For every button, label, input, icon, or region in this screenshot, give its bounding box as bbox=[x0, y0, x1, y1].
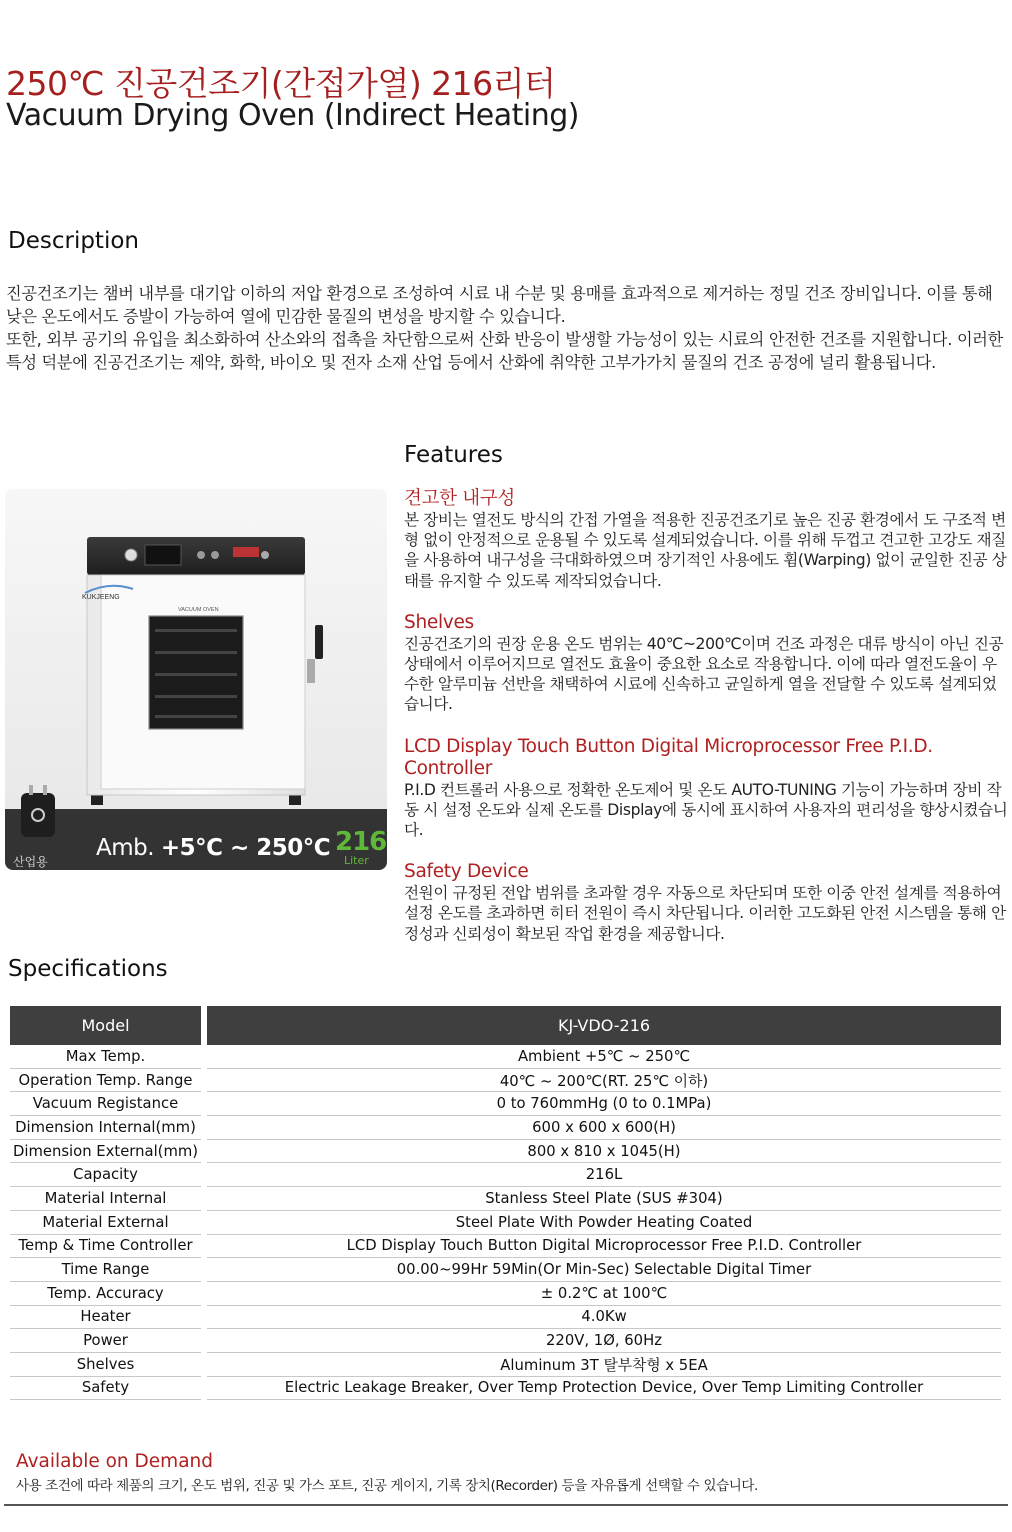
demand-title: Available on Demand bbox=[16, 1451, 213, 1472]
spec-key: Vacuum Registance bbox=[10, 1092, 201, 1116]
spec-table-header bbox=[10, 1006, 1001, 1045]
vacuum-gauge-icon bbox=[125, 549, 137, 561]
table-row bbox=[10, 1305, 1001, 1329]
feature-title: Safety Device bbox=[404, 861, 529, 883]
spec-value: 40℃ ~ 200℃(RT. 25℃ 이하) bbox=[207, 1068, 1001, 1092]
table-row bbox=[10, 1376, 1001, 1400]
table-row bbox=[10, 1045, 1001, 1068]
table-row bbox=[10, 1068, 1001, 1092]
spec-key: Temp. Accuracy bbox=[10, 1281, 201, 1305]
controller-label bbox=[233, 547, 259, 557]
table-row bbox=[10, 1187, 1001, 1211]
feature-title: LCD Display Touch Button Digital Microprocessor Free P.I.D. Controller bbox=[404, 735, 933, 779]
demand-body: 사용 조건에 따라 제품의 크기, 온도 범위, 진공 및 가스 포트, 진공 게이지, 기록 장치(Recorder) 등을 자유롭게 선택할 수 있습니다. bbox=[16, 1478, 758, 1494]
table-row bbox=[10, 1163, 1001, 1187]
table-row bbox=[10, 1281, 1001, 1305]
page-title-english: Vacuum Drying Oven (Indirect Heating) bbox=[6, 98, 579, 133]
page-title-korean: 250℃ 진공건조기(간접가열) 216리터 bbox=[6, 64, 556, 103]
bottom-divider bbox=[4, 1504, 1008, 1506]
spec-key: Material External bbox=[10, 1210, 201, 1234]
table-row bbox=[10, 1116, 1001, 1140]
table-row bbox=[10, 1139, 1001, 1163]
feature-body: 본 장비는 열전도 방식의 간접 가열을 적용한 진공건조기로 높은 진공 환경에서 도 구조적 변형 없이 안정적으로 운용될 수 있도록 설계되었습니다. 이를 위해 두껍고 견고한 고강도 재질을 사용하여 내구성을 극대화하였으며 장기적인 사용에도 휨(Warping) 없이 균일한 진공 상태를 유지할 수 있도록 제작되었습니다. bbox=[404, 511, 1007, 590]
spec-header-key: Model bbox=[10, 1006, 201, 1045]
spec-key: Dimension External(mm) bbox=[10, 1139, 201, 1163]
spec-key: Safety bbox=[10, 1376, 201, 1400]
table-row bbox=[10, 1258, 1001, 1282]
spec-value: 800 x 810 x 1045(H) bbox=[207, 1139, 1001, 1163]
lcd-display bbox=[145, 545, 181, 565]
door-handle bbox=[315, 625, 323, 659]
plug-icon bbox=[21, 793, 55, 837]
product-image bbox=[5, 489, 387, 870]
features-list bbox=[404, 488, 1008, 944]
spec-key: Temp & Time Controller bbox=[10, 1234, 201, 1258]
spec-key: Max Temp. bbox=[10, 1045, 201, 1068]
specifications-heading: Specifications bbox=[8, 956, 168, 982]
power-switch-icon bbox=[261, 551, 269, 559]
door-window bbox=[149, 616, 243, 729]
spec-key: Material Internal bbox=[10, 1187, 201, 1211]
description-text bbox=[6, 282, 1006, 374]
feature-item bbox=[404, 861, 1008, 944]
spec-table bbox=[10, 1006, 1001, 1400]
description-paragraph: 진공건조기는 챔버 내부를 대기압 이하의 저압 환경으로 조성하여 시료 내 수분 및 용매를 효과적으로 제거하는 정밀 건조 장비입니다. 이를 통해 낮은 온도에서도 증발이 가능하여 열에 민감한 물질의 변성을 방지할 수 있습니다. bbox=[6, 284, 993, 326]
brand-logo-text: KUKJEENG bbox=[82, 594, 120, 601]
vacuum-oven-illustration bbox=[5, 489, 387, 870]
spec-value: Electric Leakage Breaker, Over Temp Protection Device, Over Temp Limiting Controller bbox=[207, 1376, 1001, 1400]
feature-item bbox=[404, 488, 1008, 591]
spec-header-value: KJ-VDO-216 bbox=[207, 1006, 1001, 1045]
door-latch bbox=[307, 659, 315, 683]
table-row bbox=[10, 1234, 1001, 1258]
oven-leg bbox=[91, 794, 103, 805]
oven-leg bbox=[289, 794, 301, 805]
spec-value: LCD Display Touch Button Digital Microprocessor Free P.I.D. Controller bbox=[207, 1234, 1001, 1258]
valve-knob-icon bbox=[211, 551, 219, 559]
plug-pin bbox=[43, 785, 47, 795]
feature-item bbox=[404, 612, 1008, 715]
features-heading: Features bbox=[404, 442, 503, 468]
spec-table-body bbox=[10, 1045, 1001, 1400]
shelf bbox=[155, 673, 237, 676]
table-row bbox=[10, 1352, 1001, 1376]
spec-value: 220V, 1Ø, 60Hz bbox=[207, 1329, 1001, 1353]
plug-pin bbox=[29, 785, 33, 795]
valve-knob-icon bbox=[197, 551, 205, 559]
table-row bbox=[10, 1329, 1001, 1353]
spec-value: 00.00~99Hr 59Min(Or Min-Sec) Selectable Digital Timer bbox=[207, 1258, 1001, 1282]
spec-key: Dimension Internal(mm) bbox=[10, 1116, 201, 1140]
spec-key: Capacity bbox=[10, 1163, 201, 1187]
temp-range-value: +5℃ ~ 250℃ bbox=[160, 835, 331, 861]
description-heading: Description bbox=[8, 228, 139, 254]
spec-value: 0 to 760mmHg (0 to 0.1MPa) bbox=[207, 1092, 1001, 1116]
capacity-number: 216 bbox=[335, 827, 387, 857]
shelf bbox=[155, 715, 237, 718]
table-row bbox=[10, 1210, 1001, 1234]
feature-item bbox=[404, 736, 1008, 841]
spec-value: Stanless Steel Plate (SUS #304) bbox=[207, 1187, 1001, 1211]
feature-title: 견고한 내구성 bbox=[404, 488, 516, 509]
spec-key: Time Range bbox=[10, 1258, 201, 1282]
spec-key: Operation Temp. Range bbox=[10, 1068, 201, 1092]
feature-body: 전원이 규정된 전압 범위를 초과할 경우 자동으로 차단되며 또한 이중 안전 설계를 적용하여 설정 온도를 초과하면 히터 전원이 즉시 차단됩니다. 이러한 고도화된 안전 시스템을 통해 안정성과 신뢰성이 확보된 작업 환경을 제공합니다. bbox=[404, 884, 1006, 943]
shelf bbox=[155, 629, 237, 632]
feature-body: 진공건조기의 권장 운용 온도 범위는 40℃~200℃이며 건조 과정은 대류 방식이 아닌 진공 상태에서 이루어지므로 열전도 효율이 중요한 요소로 작용합니다. 이에 따라 열전도율이 우수한 알루미늄 선반을 채택하여 시료에 신속하고 균일하게 열을 전달할 수 있도록 설계되었습니다. bbox=[404, 634, 1004, 714]
spec-value: 216L bbox=[207, 1163, 1001, 1187]
shelf bbox=[155, 695, 237, 698]
spec-value: 4.0Kw bbox=[207, 1305, 1001, 1329]
control-panel bbox=[87, 537, 305, 575]
spec-key: Heater bbox=[10, 1305, 201, 1329]
spec-key: Power bbox=[10, 1329, 201, 1353]
temp-range-badge bbox=[96, 835, 330, 861]
spec-value: Aluminum 3T 탈부착형 x 5EA bbox=[207, 1352, 1001, 1376]
spec-value: Steel Plate With Powder Heating Coated bbox=[207, 1210, 1001, 1234]
spec-value: 600 x 600 x 600(H) bbox=[207, 1116, 1001, 1140]
plug-label: 산업용 bbox=[13, 855, 48, 869]
door-label: VACUUM OVEN bbox=[178, 607, 219, 613]
spec-value: ± 0.2℃ at 100℃ bbox=[207, 1281, 1001, 1305]
table-row bbox=[10, 1092, 1001, 1116]
spec-key: Shelves bbox=[10, 1352, 201, 1376]
description-paragraph: 또한, 외부 공기의 유입을 최소화하여 산소와의 접촉을 차단함으로써 산화 반응이 발생할 가능성이 있는 시료의 안전한 건조를 지원합니다. 이러한 특성 덕분에 진공건조기는 제약, 화학, 바이오 및 전자 소재 산업 등에서 산화에 취약한 고부가가치 물질의 건조 공정에 널리 활용됩니다. bbox=[6, 330, 1003, 372]
feature-title: Shelves bbox=[404, 611, 474, 633]
capacity-unit: Liter bbox=[344, 854, 369, 867]
feature-body: P.I.D 컨트롤러 사용으로 정확한 온도제어 및 온도 AUTO-TUNING 기능이 가능하며 장비 작동 시 설정 온도와 실제 온도를 Display에 동시에 표시하여 사용자의 편리성을 향상시켰습니다. bbox=[404, 780, 1008, 840]
spec-value: Ambient +5℃ ~ 250℃ bbox=[207, 1045, 1001, 1068]
temp-range-prefix: Amb. bbox=[96, 835, 155, 861]
shelf bbox=[155, 651, 237, 654]
